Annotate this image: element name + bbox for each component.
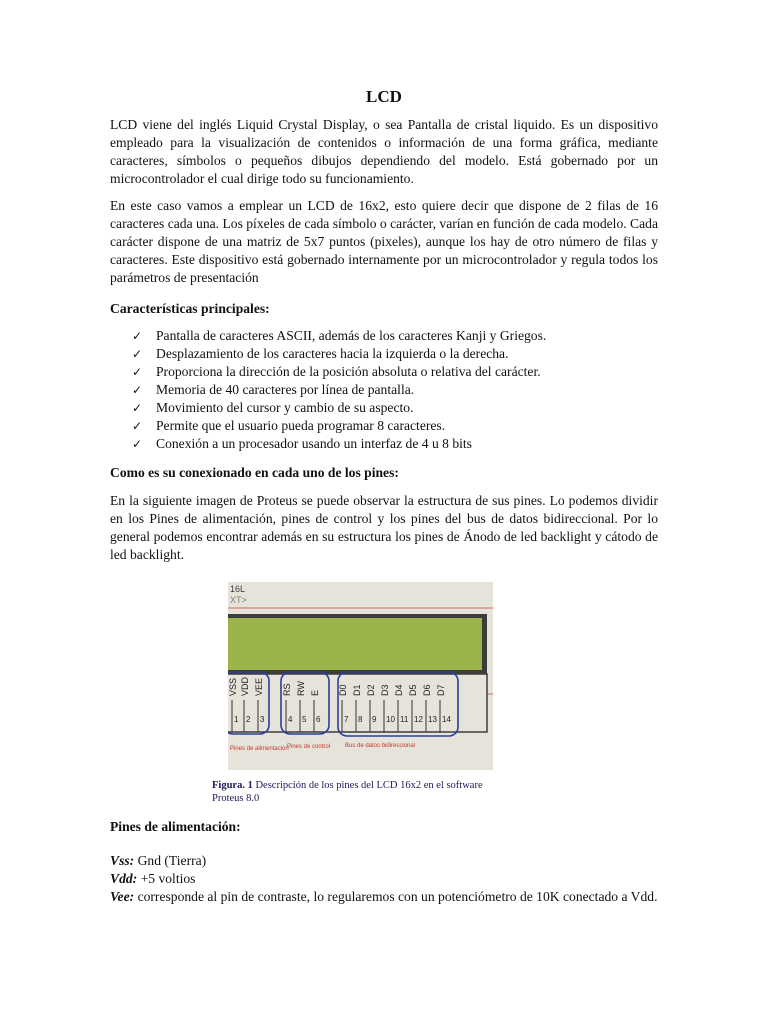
list-item (110, 852, 658, 870)
pin-number-label: 3 (260, 715, 265, 724)
pin-number-label: 10 (386, 715, 395, 724)
list-item (110, 363, 670, 381)
figure-caption-text: Descripción de los pines del LCD 16x2 en el software Proteus 8.0 (212, 780, 483, 804)
list-item (110, 345, 670, 363)
pin-term: Vss: (110, 853, 135, 868)
pin-number-label: 13 (428, 715, 437, 724)
group-label-power: Pines de alimentación (230, 746, 289, 752)
check-icon: ✓ (131, 365, 143, 379)
features-heading: Características principales: (110, 301, 270, 316)
pin-number-label: 14 (442, 715, 451, 724)
check-icon: ✓ (131, 437, 143, 451)
pin-desc: +5 voltios (140, 871, 196, 886)
pin-name-label: D6 (422, 684, 432, 696)
pin-name-label: VEE (254, 677, 264, 696)
power-pins-heading: Pines de alimentación: (110, 819, 241, 834)
group-label-control: Pines de control (287, 744, 331, 750)
lcd-pinout-figure (228, 582, 493, 770)
check-icon: ✓ (131, 329, 143, 343)
lcd-16x2-paragraph: En este caso vamos a emplear un LCD de 16x2, esto quiere decir que dispone de 2 filas de 16 caracteres cada una. Los píxeles de cada símbolo o carácter, varían en función de cada modelo. Cada carácter dispone de una matriz de 5x7 puntos (pixeles), aunque los hay de otro número de filas y caracteres. Este dispositivo está gobernado internamente por un microcontrolador y regula todos los parámetros de presentación (110, 198, 658, 285)
list-item (110, 381, 670, 399)
feature-text: Memoria de 40 caracteres por línea de pantalla. (156, 382, 415, 397)
pin-number-label: 1 (234, 715, 239, 724)
list-item (110, 870, 658, 888)
feature-text: Proporciona la dirección de la posición absoluta o relativa del carácter. (156, 364, 541, 379)
pin-number-label: 4 (288, 715, 293, 724)
list-item (110, 888, 658, 906)
pin-term: Vee: (110, 889, 135, 904)
pin-term: Vdd: (110, 871, 138, 886)
pin-number-label: 12 (414, 715, 423, 724)
lcd-pinout-diagram (228, 582, 493, 770)
group-label-data: Bus de datos bidireccional (345, 743, 416, 749)
figure-caption-label: Figura. 1 (212, 780, 253, 791)
check-icon: ✓ (131, 383, 143, 397)
pins-paragraph: En la siguiente imagen de Proteus se puede observar la estructura de sus pines. Lo podemos dividir en los Pines de alimentación, pines de control y los pines del bus de datos bidireccional. Por lo general podemos encontrar además en su estructura los pines de Ánodo de led backlight y cátodo de led backlight. (110, 493, 658, 562)
check-icon: ✓ (131, 401, 143, 415)
lcd-screen (228, 618, 482, 670)
features-list (110, 327, 670, 453)
list-item (110, 417, 670, 435)
pin-number-label: 5 (302, 715, 307, 724)
part-ref-label: XT> (230, 595, 247, 605)
feature-text: Movimiento del cursor y cambio de su aspecto. (156, 400, 414, 415)
pin-name-label: VDD (240, 676, 250, 696)
feature-text: Conexión a un procesador usando un interfaz de 4 u 8 bits (156, 436, 472, 451)
list-item (110, 399, 670, 417)
pin-number-label: 2 (246, 715, 251, 724)
pin-name-label: RW (296, 681, 306, 696)
pin-name-label: D1 (352, 684, 362, 696)
part-name-label: 16L (230, 584, 246, 594)
pin-name-label: D0 (338, 684, 348, 696)
pin-desc: corresponde al pin de contraste, lo regularemos con un potenciómetro de 10K conectado a Vdd. (137, 889, 658, 904)
pin-name-label: E (310, 689, 320, 696)
check-icon: ✓ (131, 347, 143, 361)
pin-number-label: 6 (316, 715, 321, 724)
figure-caption (212, 780, 512, 805)
intro-paragraph: LCD viene del inglés Liquid Crystal Display, o sea Pantalla de cristal liquido. Es un dispositivo empleado para la visualización de contenidos o información de una forma gráfica, mediante caracteres, símbolos o pequeños dibujos dependiendo del modelo. Está gobernado por un microcontrolador el cual dirige todo su funcionamiento. (110, 117, 658, 186)
document-title: LCD (366, 87, 402, 106)
list-item (110, 435, 670, 453)
pin-name-label: D4 (394, 684, 404, 696)
pin-name-label: RS (282, 683, 292, 696)
pins-heading: Como es su conexionado en cada uno de los pines: (110, 465, 399, 480)
pin-number-label: 7 (344, 715, 349, 724)
pin-name-label: D2 (366, 684, 376, 696)
pin-name-label: VSS (228, 677, 238, 696)
pin-name-label: D7 (436, 684, 446, 696)
pin-name-label: D3 (380, 684, 390, 696)
power-pins-list (110, 852, 658, 906)
list-item (110, 327, 670, 345)
pin-number-label: 11 (400, 715, 409, 724)
pin-desc: Gnd (Tierra) (137, 853, 207, 868)
check-icon: ✓ (131, 419, 143, 433)
feature-text: Pantalla de caracteres ASCII, además de los caracteres Kanji y Griegos. (156, 328, 547, 343)
pin-number-label: 8 (358, 715, 363, 724)
feature-text: Desplazamiento de los caracteres hacia la izquierda o la derecha. (156, 346, 509, 361)
feature-text: Permite que el usuario pueda programar 8 caracteres. (156, 418, 446, 433)
pin-number-label: 9 (372, 715, 377, 724)
pin-name-label: D5 (408, 684, 418, 696)
